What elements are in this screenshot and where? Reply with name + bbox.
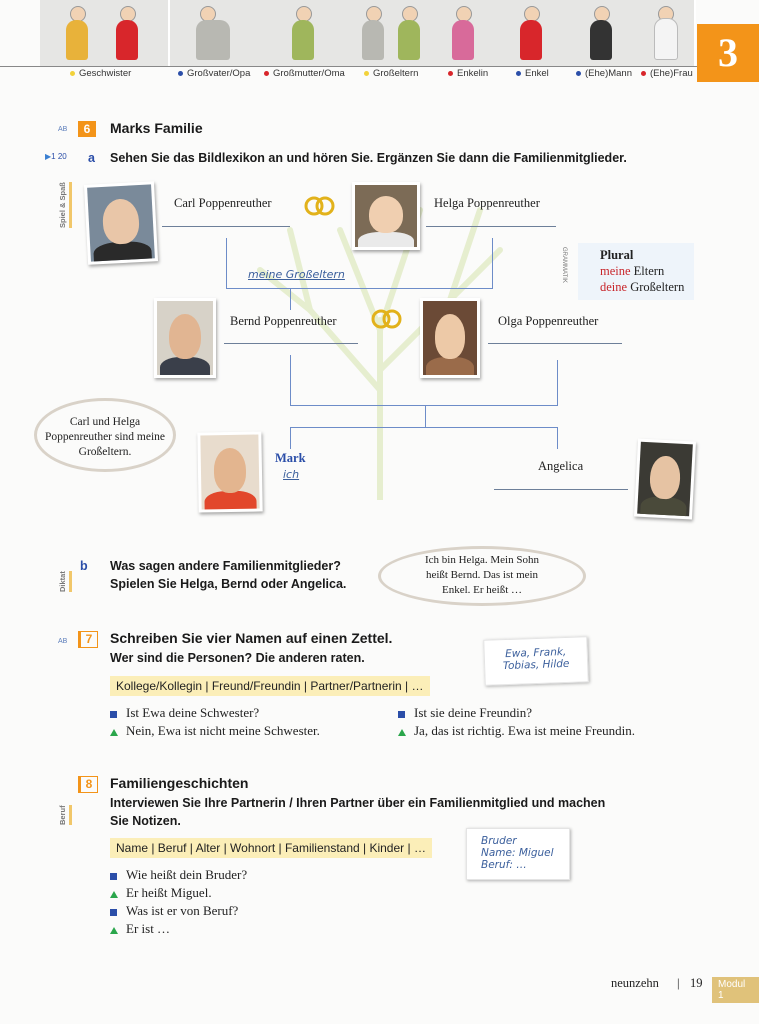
illustration-grandparents [346,0,436,66]
illustration-grandfather [170,0,264,66]
strip-divider [0,66,700,67]
question-marker-icon [398,711,405,718]
illustration-wife [636,0,696,66]
question-marker-icon [110,873,117,880]
paper-note: Bruder Name: Miguel Beruf: … [466,828,570,880]
answer-marker-icon [110,927,118,934]
page-number: 19 [690,976,703,990]
photo-angelica [634,439,696,520]
legend-item: Enkelin [448,68,488,79]
tree-connector [290,405,558,406]
tree-connector [290,355,291,405]
dialogue-answer: Er ist … [110,921,170,937]
task-instruction: Spielen Sie Helga, Bernd oder Angelica. [110,577,347,591]
tree-connector [492,238,493,288]
legend-item: Großmutter/Oma [264,68,345,79]
modul-badge: Modul 1 [712,977,759,1003]
illustration-grandmother [262,0,348,66]
name-mark: Mark [275,451,306,465]
name-helga: Helga Poppenreuther [434,196,540,210]
handwritten-answer: meine Großeltern [248,268,345,281]
task-letter: a [88,151,95,165]
answer-line [494,489,628,490]
exercise-title: Schreiben Sie vier Namen auf einen Zettel. [110,630,393,646]
legend-item: Großeltern [364,68,418,79]
task-instruction: Was sagen andere Familienmitglieder? [110,559,341,573]
exercise-number: 6 [78,120,96,138]
wedding-rings-icon [370,308,404,330]
exercise-title: Marks Familie [110,120,203,136]
task-instruction: Interviewen Sie Ihre Partnerin / Ihren Partner über ein Familienmitglied und machen [110,796,606,810]
dialogue-answer: Er heißt Miguel. [110,885,212,901]
workbook-ref: AB [58,638,68,645]
legend-item: Geschwister [70,68,131,79]
legend-item: Enkel [516,68,549,79]
photo-olga [420,298,480,378]
side-label: Beruf [58,805,72,825]
grammar-tag: GRAMMATIK [561,247,567,283]
answer-marker-icon [398,729,406,736]
grammar-box [561,243,694,300]
audio-track[interactable]: ▶1 20 [45,152,67,161]
answer-line [488,343,622,344]
wedding-rings-icon [303,195,337,217]
exercise-number: 7 [78,630,98,648]
speech-bubble: Carl und Helga Poppenreuther sind meine Großeltern. [34,398,176,472]
side-label: Diktat [58,571,72,592]
workbook-ref: AB [58,126,68,133]
name-bernd: Bernd Poppenreuther [230,314,337,328]
dialogue-question: Wie heißt dein Bruder? [110,867,247,883]
question-marker-icon [110,711,117,718]
illustration-granddaughter [434,0,500,66]
illustration-husband [568,0,638,66]
answer-line [224,343,358,344]
side-label: Spiel & Spaß [58,182,72,228]
tree-connector [557,360,558,405]
exercise-number: 8 [78,775,98,793]
footer-separator: | [677,976,680,990]
grammar-line: meine Eltern [600,264,665,278]
tree-connector [425,405,426,427]
legend-item: Großvater/Opa [178,68,250,79]
vocabulary-chips: Kollege/Kollegin | Freund/Freundin | Partner/Partnerin | … [110,676,430,696]
task-letter: b [80,559,88,573]
answer-line [426,226,556,227]
tree-connector [290,427,291,449]
tree-connector [226,238,227,288]
tree-connector [290,288,291,310]
task-instruction: Sehen Sie das Bildlexikon an und hören Sie. Ergänzen Sie dann die Familienmitglieder. [110,151,627,165]
grammar-line: deine Großeltern [600,280,685,294]
dialogue-question: Ist sie deine Freundin? [398,705,532,721]
grammar-title: Plural [600,248,634,262]
name-olga: Olga Poppenreuther [498,314,599,328]
task-instruction: Sie Notizen. [110,814,181,828]
legend-item: (Ehe)Mann [576,68,632,79]
tree-connector [557,427,558,449]
handwritten-answer: ich [283,468,300,481]
illustration-grandson [498,0,570,66]
dialogue-answer: Nein, Ewa ist nicht meine Schwester. [110,723,320,739]
photo-helga [352,182,420,250]
tree-connector [226,288,493,289]
vocabulary-chips: Name | Beruf | Alter | Wohnort | Familienstand | Kinder | … [110,838,432,858]
photo-bernd [154,298,216,378]
answer-marker-icon [110,891,118,898]
name-carl: Carl Poppenreuther [174,196,272,210]
page-word: neunzehn [611,976,659,990]
exercise-title: Familiengeschichten [110,775,249,791]
answer-marker-icon [110,729,118,736]
chapter-number-badge: 3 [697,24,759,82]
illustration-siblings [40,0,170,66]
name-angelica: Angelica [538,459,584,473]
answer-line [162,226,290,227]
photo-carl [84,181,158,265]
task-instruction: Wer sind die Personen? Die anderen raten. [110,651,365,665]
speech-bubble: Ich bin Helga. Mein Sohn heißt Bernd. Das ist mein Enkel. Er heißt … [378,546,586,606]
dialogue-question: Ist Ewa deine Schwester? [110,705,259,721]
legend-item: (Ehe)Frau [641,68,693,79]
play-icon: ▶ [45,152,52,161]
photo-mark [197,431,262,512]
paper-note: Ewa, Frank, Tobias, Hilde [483,636,589,686]
dialogue-answer: Ja, das ist richtig. Ewa ist meine Freundin. [398,723,635,739]
question-marker-icon [110,909,117,916]
tree-connector [290,427,558,428]
dialogue-question: Was ist er von Beruf? [110,903,238,919]
